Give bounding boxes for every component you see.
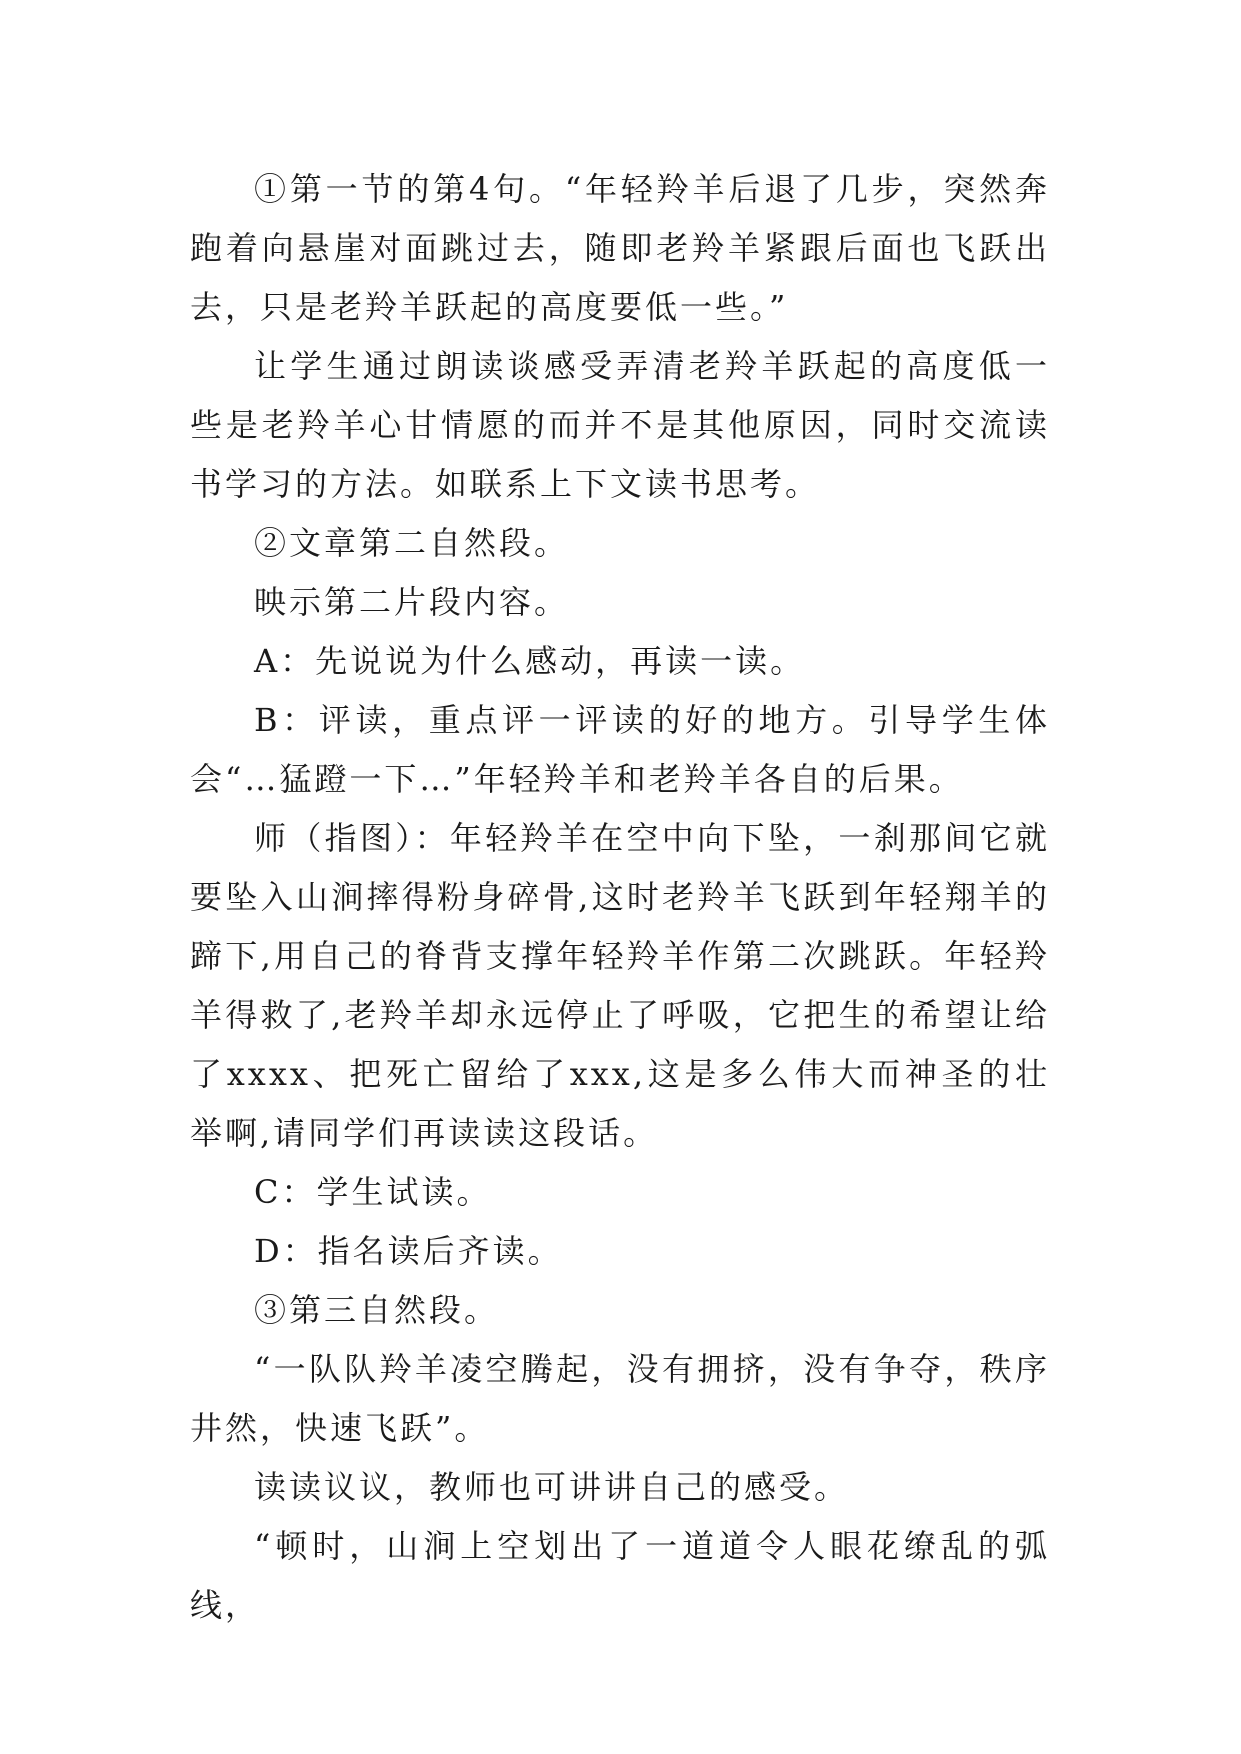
paragraph-item-3-heading: ③第三自然段。	[254, 1291, 500, 1329]
paragraph-step-a: A：先说说为什么感动，再读一读。	[254, 642, 806, 680]
paragraph-quote-arcs: “顿时，山涧上空划出了一道道令人眼花缭乱的弧线，	[190, 1527, 1050, 1624]
paragraph-item-1-first-jump: ①第一节的第4句。“年轻羚羊后退了几步，突然奔跑着向悬崖对面跳过去，随即老羚羊紧跟后面也飞跃出去，只是老羚羊跃起的高度要低一些。”	[190, 170, 1050, 326]
paragraph-show-segment: 映示第二片段内容。	[254, 583, 570, 621]
document-page	[190, 160, 1050, 1635]
paragraph-students-read: 让学生通过朗读谈感受弄清老羚羊跃起的高度低一些是老羚羊心甘情愿的而并不是其他原因，同时交流读书学习的方法。如联系上下文读书思考。	[190, 347, 1050, 503]
paragraph-step-b: B：评读，重点评一评读的好的地方。引导学生体会“…猛蹬一下…”年轻羚羊和老羚羊各自的后果。	[190, 701, 1050, 798]
paragraph-quote-herd: “一队队羚羊凌空腾起，没有拥挤，没有争夺，秩序井然，快速飞跃”。	[190, 1350, 1050, 1447]
paragraph-teacher-narration: 师（指图）：年轻羚羊在空中向下坠，一刹那间它就要坠入山涧摔得粉身碎骨,这时老羚羊飞跃到年轻翔羊的蹄下,用自己的脊背支撑年轻羚羊作第二次跳跃。年轻羚羊得救了,老羚羊却永远停止了呼吸，它把生的希望让给了xxxx、把死亡留给了xxx,这是多么伟大而神圣的壮举啊,请同学们再读读这段话。	[190, 819, 1050, 1152]
paragraph-discuss: 读读议议，教师也可讲讲自己的感受。	[254, 1468, 850, 1506]
paragraph-step-c: C：学生试读。	[254, 1173, 492, 1211]
paragraph-step-d: D：指名读后齐读。	[254, 1232, 563, 1270]
paragraph-item-2-heading: ②文章第二自然段。	[254, 524, 570, 562]
